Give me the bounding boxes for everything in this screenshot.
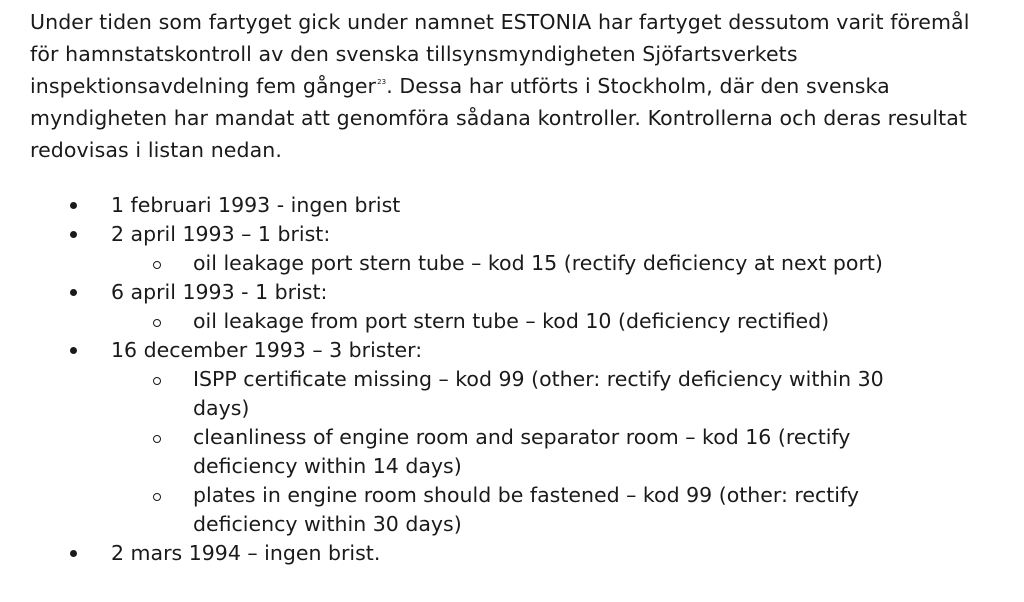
bullet-icon [70, 202, 77, 209]
deficiency-list [111, 365, 1000, 539]
inspection-item [0, 336, 1000, 539]
deficiency-item [0, 249, 1000, 278]
circle-bullet-icon [153, 493, 161, 501]
circle-bullet-icon [153, 261, 161, 269]
inspection-label: 1 februari 1993 - ingen brist [111, 193, 401, 217]
deficiency-text: ISPP certificate missing – kod 99 (other: rectify deficiency within 30 days) [193, 367, 884, 420]
bullet-icon [70, 347, 77, 354]
deficiency-text: oil leakage from port stern tube – kod 10 (deficiency rectified) [193, 309, 830, 333]
paragraph-text-end: . Dessa har utförts i Stockholm, där den svenska myndigheten har mandat att genomföra sådana kontroller. Kontrollerna och deras resultat redovisas i listan nedan. [30, 74, 968, 162]
inspection-item [0, 539, 1000, 568]
bullet-icon [70, 550, 77, 557]
bullet-icon [70, 231, 77, 238]
inspection-item [0, 191, 1000, 220]
circle-bullet-icon [153, 435, 161, 443]
bullet-icon [70, 289, 77, 296]
circle-bullet-icon [153, 377, 161, 385]
circle-bullet-icon [153, 319, 161, 327]
deficiency-text: oil leakage port stern tube – kod 15 (rectify deficiency at next port) [193, 251, 883, 275]
deficiency-text: plates in engine room should be fastened – kod 99 (other: rectify deficiency within 30 days) [193, 483, 859, 536]
paragraph-text-start: Under tiden som fartyget gick under namnet ESTONIA har fartyget dessutom varit föremål för hamnstatskontroll av den svenska tillsynsmyndigheten Sjöfartsverkets inspektionsavdelning fem gånger [30, 10, 970, 98]
deficiency-item [0, 307, 1000, 336]
inspection-label: 6 april 1993 - 1 brist: [111, 280, 328, 304]
inspection-list [0, 191, 1000, 568]
footnote-reference[interactable]: 23 [377, 78, 387, 86]
deficiency-item [0, 481, 1000, 539]
intro-paragraph [30, 6, 990, 166]
inspection-label: 16 december 1993 – 3 brister: [111, 338, 423, 362]
deficiency-item [0, 365, 1000, 423]
inspection-label: 2 april 1993 – 1 brist: [111, 222, 331, 246]
deficiency-text: cleanliness of engine room and separator room – kod 16 (rectify deficiency within 14 days) [193, 425, 851, 478]
deficiency-item [0, 423, 1000, 481]
inspection-item [0, 278, 1000, 336]
deficiency-list [111, 249, 1000, 278]
inspection-item [0, 220, 1000, 278]
inspection-label: 2 mars 1994 – ingen brist. [111, 541, 381, 565]
deficiency-list [111, 307, 1000, 336]
